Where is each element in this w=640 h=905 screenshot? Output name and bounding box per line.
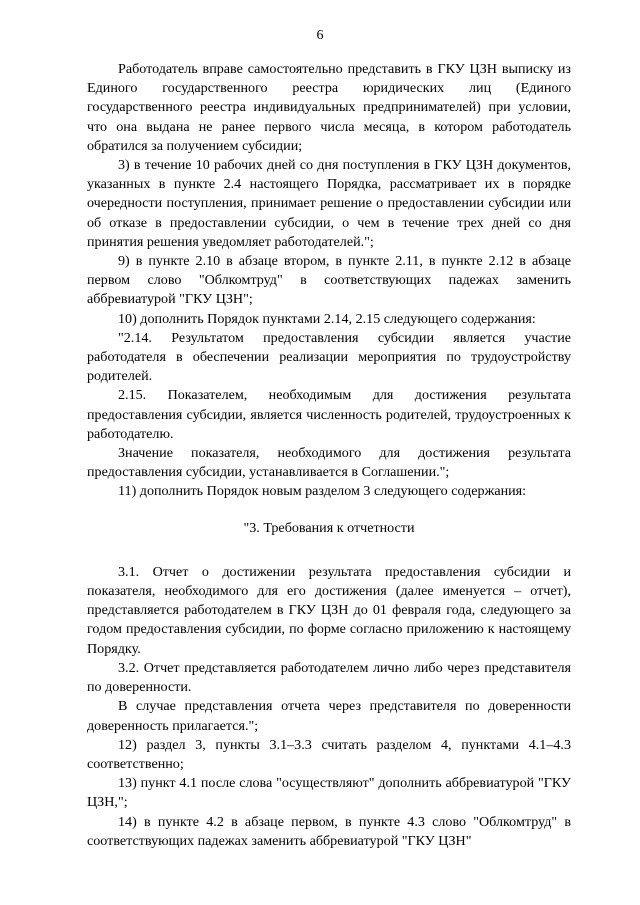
paragraph-item-9: 9) в пункте 2.10 в абзаце втором, в пункте 2.11, в пункте 2.12 в абзаце первом слово "Облкомтруд" в соответствующих падежах заменить аббревиатурой "ГКУ ЦЗН"; bbox=[87, 253, 571, 308]
paragraph-extract-note: Работодатель вправе самостоятельно представить в ГКУ ЦЗН выписку из Единого государственного реестра юридических лиц (Единого государственного реестра индивидуальных предпринимателей) при условии, что она выдана не ранее первого числа месяца, в котором работодатель обратился за получением субсидии; bbox=[87, 61, 571, 154]
paragraph-item-14: 14) в пункте 4.2 в абзаце первом, в пункте 4.3 слово "Облкомтруд" в соответствующих падежах заменить аббревиатурой "ГКУ ЦЗН" bbox=[87, 813, 571, 849]
paragraph-item-3: 3) в течение 10 рабочих дней со дня поступления в ГКУ ЦЗН документов, указанных в пункте 2.4 настоящего Порядка, рассматривает их в порядке очередности поступления, принимает решение о предоставлении субсидии или об отказе в предоставлении субсидии, о чем в течение трех дней со дня принятия решения уведомляет работодателей."; bbox=[87, 157, 571, 250]
paragraph-item-12: 12) раздел 3, пункты 3.1–3.3 считать разделом 4, пунктами 4.1–4.3 соответственно; bbox=[87, 736, 571, 772]
page-number: 6 bbox=[316, 28, 324, 43]
paragraph-clause-2-14: "2.14. Результатом предоставления субсидии является участие работодателя в обеспечении реализации мероприятия по трудоустройству родителей. bbox=[87, 329, 571, 385]
paragraph-item-13: 13) пункт 4.1 после слова "осуществляют" дополнить аббревиатурой "ГКУ ЦЗН,"; bbox=[87, 775, 571, 811]
document-body bbox=[87, 60, 571, 851]
section-heading: "3. Требования к отчетности bbox=[243, 519, 415, 536]
paragraph-indicator-value: Значение показателя, необходимого для достижения результата предоставления субсидии, устанавливается в Соглашении."; bbox=[87, 445, 571, 481]
paragraph-clause-2-15: 2.15. Показателем, необходимым для достижения результата предоставления субсидии, является численность родителей, трудоустроенных к работодателю. bbox=[87, 387, 571, 442]
paragraph-item-11: 11) дополнить Порядок новым разделом 3 следующего содержания: bbox=[118, 483, 527, 500]
paragraph-clause-3-2: 3.2. Отчет представляется работодателем лично либо через представителя по доверенности. bbox=[87, 659, 571, 696]
paragraph-representative-note: В случае представления отчета через представителя по доверенности доверенность прилагается."; bbox=[87, 698, 571, 734]
paragraph-item-10: 10) дополнить Порядок пунктами 2.14, 2.15 следующего содержания: bbox=[118, 310, 536, 327]
paragraph-clause-3-1: 3.1. Отчет о достижении результата предоставления субсидии и показателя, необходимого для его достижения (далее именуется – отчет), представляется работодателем в ГКУ ЦЗН до 01 февраля года, следующего за годом предоставления субсидии, по форме согласно приложению к настоящему Порядку. bbox=[87, 563, 571, 657]
